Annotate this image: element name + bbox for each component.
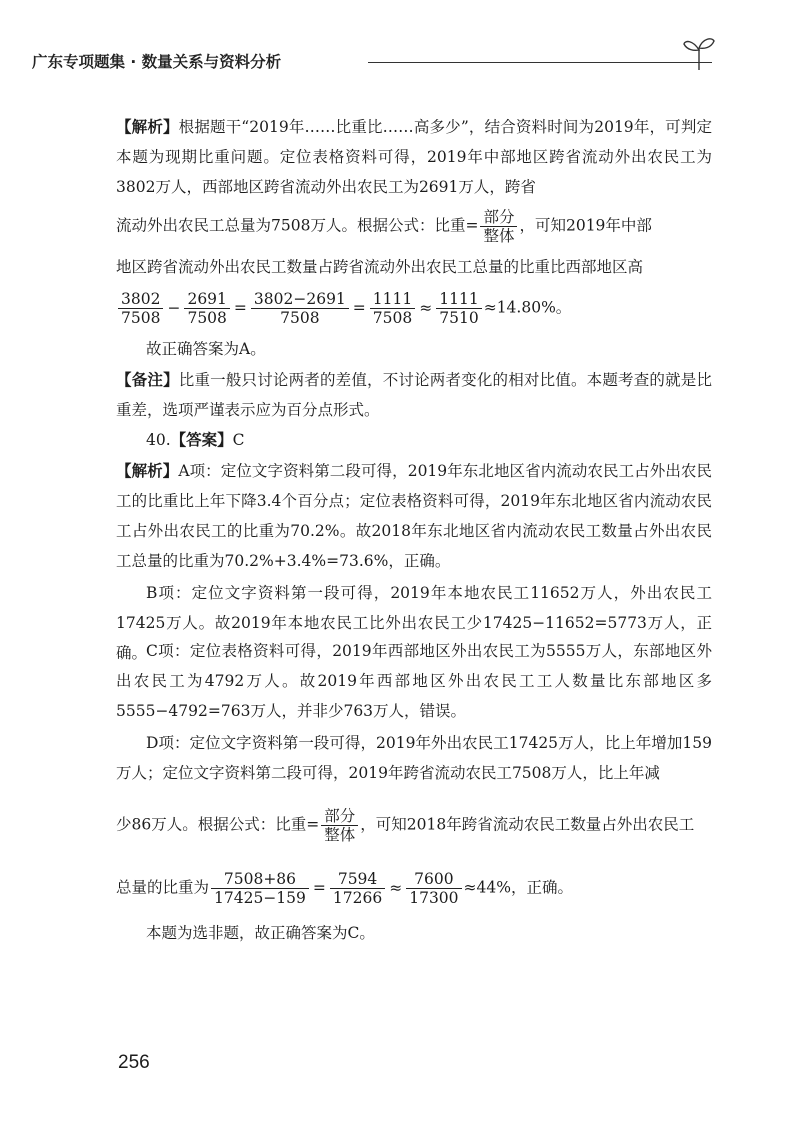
- analysis-tag: 【解析】: [116, 462, 179, 480]
- header-rule: [368, 62, 712, 63]
- fraction: $\frac{3802}{7508}$: [118, 290, 163, 327]
- analysis-text: 根据题干“2019年……比重比……高多少”，结合资料时间为2019年，可判定本题为现期比重问题。定位表格资料可得，2019年中部地区跨省流动外出农民工为3802万人，西部地区跨省流动外出农民工为2691万人，跨省: [116, 118, 712, 196]
- page-number: 256: [118, 1052, 150, 1073]
- running-header: [32, 50, 712, 80]
- answer-line: 故正确答案为A。: [146, 340, 266, 358]
- q40-calculation-line: 总量的比重为 $\frac{7508+86}{17425-159}$ = $\frac{7594}{17266}$ ≈ $\frac{7600}{17300}$ ≈44%，正确。: [116, 870, 573, 907]
- fraction: $\frac{7600}{17300}$: [406, 870, 461, 907]
- formula-line: 流动外出农民工总量为7508万人。根据公式：比重= $\frac{\text{部分}}{\text{整体}}$ ，可知2019年中部: [116, 208, 652, 245]
- ratio-formula: $\frac{\text{部分}}{\text{整体}}$: [480, 208, 517, 245]
- note-paragraph: 【备注】比重一般只讨论两者的差值，不讨论两者变化的相对比值。本题考查的就是比重差，选项严谨表示应为百分点形式。: [116, 371, 712, 419]
- q40-option-b: B项：定位文字资料第一段可得，2019年本地农民工11652万人，外出农民工17425万人。故2019年本地农民工比外出农民工少17425−11652=5773万人，正确。: [116, 584, 712, 662]
- fraction: $\frac{7594}{17266}$: [330, 870, 385, 907]
- fraction: $\frac{1111}{7508}$: [370, 290, 415, 327]
- book-title: 广东专项题集 · 数量关系与资料分析: [32, 53, 282, 71]
- q40-answer: 40.【答案】C: [146, 431, 245, 449]
- q40-conclusion: 本题为选非题，故正确答案为C。: [146, 924, 375, 942]
- analysis-tag: 【解析】: [116, 118, 179, 136]
- fraction: $\frac{7508+86}{17425-159}$: [211, 870, 309, 907]
- calculation-line: $\frac{3802}{7508}$ − $\frac{2691}{7508}$ = $\frac{3802-2691}{7508}$ = $\frac{1111}{7508}$ ≈ $\frac{1111}{7510}$ ≈14.80%。: [116, 290, 571, 320]
- fraction: $\frac{3802-2691}{7508}$: [251, 290, 349, 327]
- note-tag: 【备注】: [116, 371, 179, 389]
- q40-formula-line: 少86万人。根据公式：比重= $\frac{\text{部分}}{\text{整体}}$ ，可知2018年跨省流动农民工数量占外出农民工: [116, 807, 695, 844]
- ratio-formula: $\frac{\text{部分}}{\text{整体}}$: [321, 807, 358, 844]
- analysis-continuation: 地区跨省流动外出农民工数量占跨省流动外出农民工总量的比重比西部地区高: [116, 258, 644, 276]
- q40-option-a: 【解析】A项：定位文字资料第二段可得，2019年东北地区省内流动农民工占外出农民工的比重比上年下降3.4个百分点；定位表格资料可得，2019年东北地区省内流动农民工占外出农民工的比重为70.2%。故2018年东北地区省内流动农民工数量占外出农民工总量的比重为70.2%+3.4%=73.6%，正确。: [116, 462, 712, 570]
- fraction: $\frac{2691}{7508}$: [184, 290, 229, 327]
- analysis-paragraph: [116, 112, 712, 202]
- q40-option-d: D项：定位文字资料第一段可得，2019年外出农民工17425万人，比上年增加159万人；定位文字资料第二段可得，2019年跨省流动农民工7508万人，比上年减: [116, 734, 712, 782]
- fraction: $\frac{1111}{7510}$: [436, 290, 481, 327]
- q40-option-c: C项：定位表格资料可得，2019年西部地区外出农民工为5555万人，东部地区外出农民工为4792万人。故2019年西部地区外出农民工工人数量比东部地区多5555−4792=763万人，并非少763万人，错误。: [116, 642, 712, 720]
- sprout-icon: [682, 32, 716, 72]
